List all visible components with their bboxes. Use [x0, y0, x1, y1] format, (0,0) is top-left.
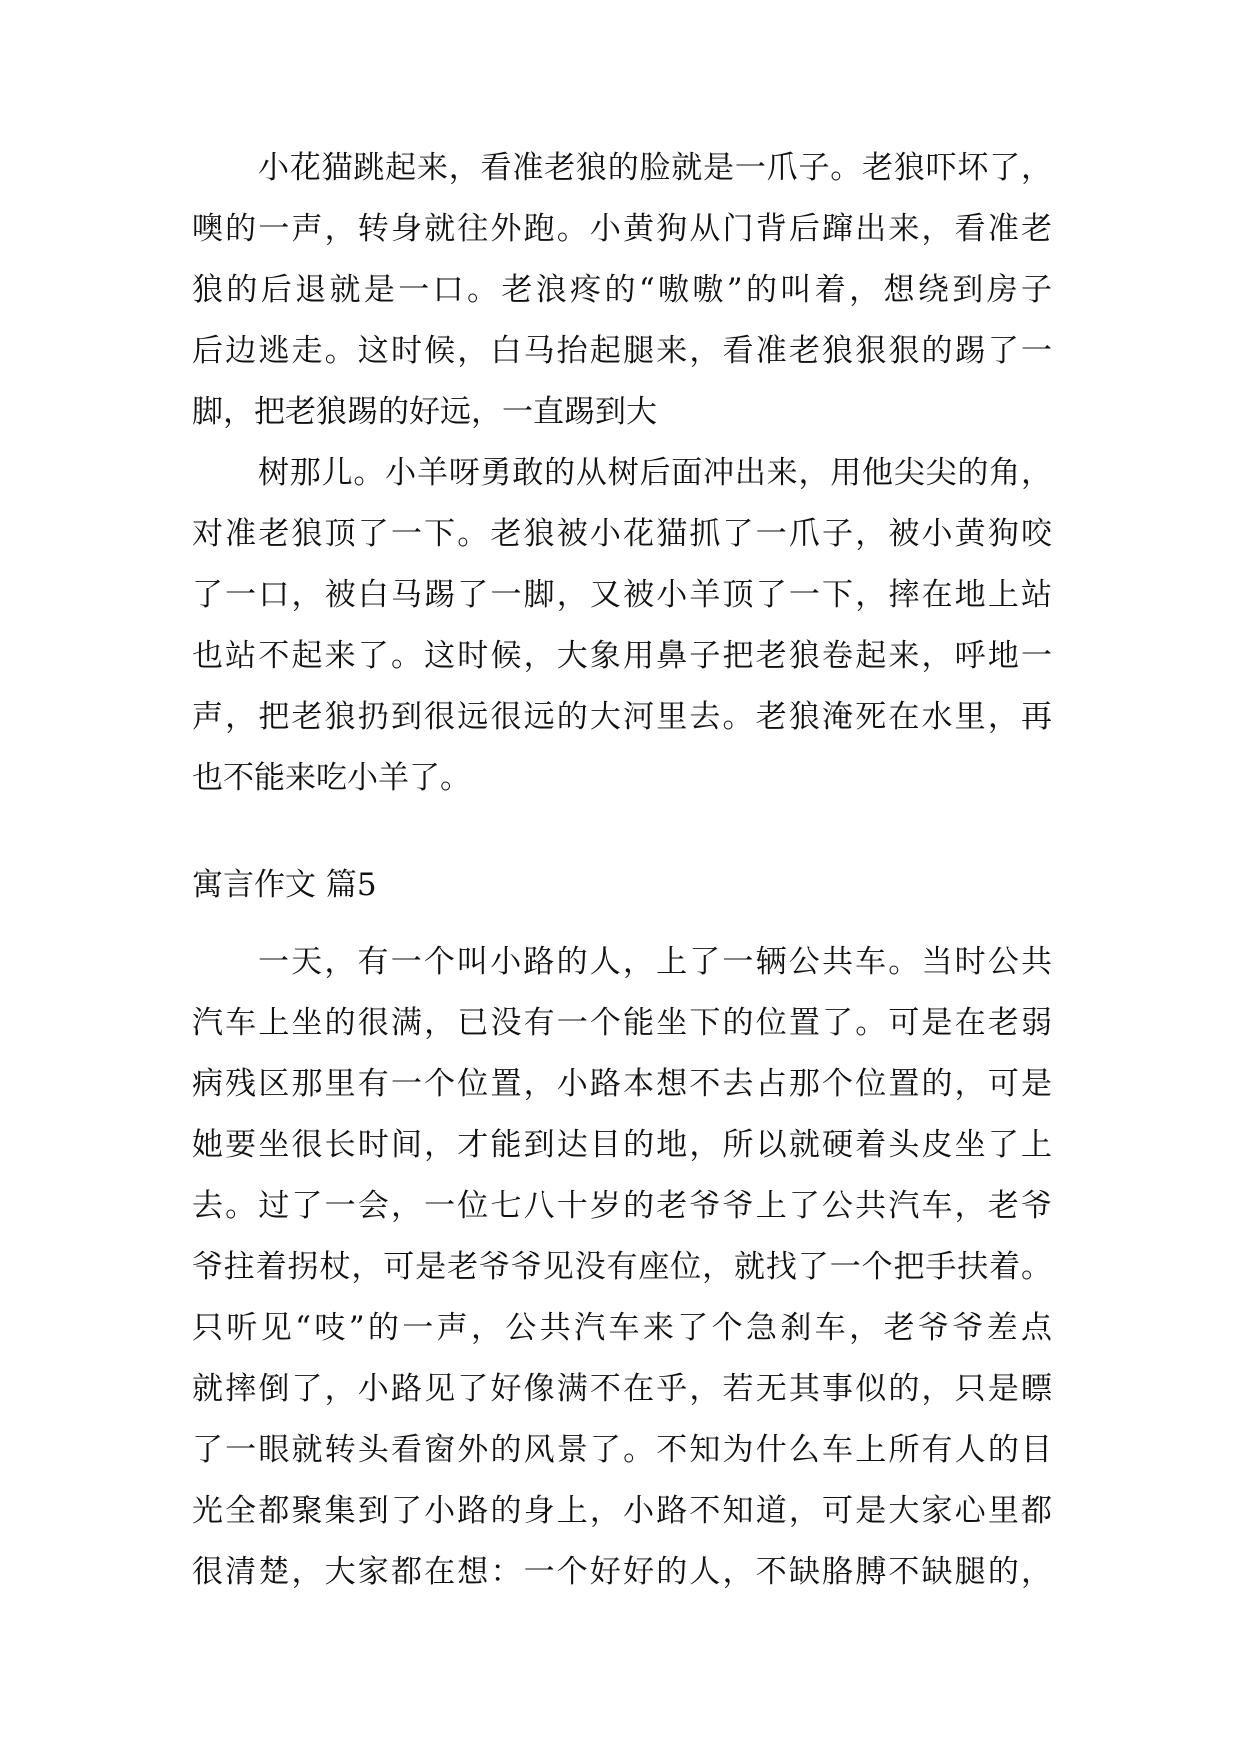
text-line: 也站不起来了。这时候，大象用鼻子把老狼卷起来，呼地一: [192, 638, 1052, 674]
paragraph-bus-story: [192, 932, 1052, 1603]
text-line: 狼的后退就是一口。老浪疼的“嗷嗷”的叫着，想绕到房子: [192, 272, 1052, 308]
text-line: 了一眼就转头看窗外的风景了。不知为什么车上所有人的目: [192, 1432, 1052, 1468]
paragraph-wolf-flees: [192, 138, 1052, 443]
text-line: 噢的一声，转身就往外跑。小黄狗从门背后蹿出来，看准老: [192, 211, 1052, 247]
text-line: 汽车上坐的很满，已没有一个能坐下的位置了。可是在老弱: [192, 1005, 1052, 1041]
text-line: 对准老狼顶了一下。老狼被小花猫抓了一爪子，被小黄狗咬: [192, 516, 1052, 552]
text-line: 后边逃走。这时候，白马抬起腿来，看准老狼狠狠的踢了一: [192, 333, 1052, 369]
text-line: 光全都聚集到了小路的身上，小路不知道，可是大家心里都: [192, 1493, 1052, 1529]
text-line: 了一口，被白马踢了一脚，又被小羊顶了一下，摔在地上站: [192, 577, 1052, 613]
text-line: 小花猫跳起来，看准老狼的脸就是一爪子。老狼吓坏了，: [258, 150, 1052, 186]
text-line: 爷拄着拐杖，可是老爷爷见没有座位，就找了一个把手扶着。: [192, 1249, 1052, 1285]
text-line: 很清楚，大家都在想：一个好好的人，不缺胳膊不缺腿的，: [192, 1554, 1052, 1590]
text-line: 她要坐很长时间，才能到达目的地，所以就硬着头皮坐了上: [192, 1127, 1052, 1163]
text-line: 树那儿。小羊呀勇敢的从树后面冲出来，用他尖尖的角，: [258, 455, 1052, 491]
text-line: 脚，把老狼踢的好远，一直踢到大: [192, 394, 657, 430]
text-line: 一天，有一个叫小路的人，上了一辆公共车。当时公共: [258, 944, 1052, 980]
section-heading: 寓言作文 篇5: [192, 867, 377, 903]
text-line: 只听见“吱”的一声，公共汽车来了个急刹车，老爷爷差点: [192, 1310, 1052, 1346]
text-line: 声，把老狼扔到很远很远的大河里去。老狼淹死在水里，再: [192, 699, 1052, 735]
paragraph-wolf-drowns: [192, 443, 1052, 809]
text-line: 也不能来吃小羊了。: [192, 760, 471, 796]
text-line: 病残区那里有一个位置，小路本想不去占那个位置的，可是: [192, 1066, 1052, 1102]
text-line: 就摔倒了，小路见了好像满不在乎，若无其事似的，只是瞟: [192, 1371, 1052, 1407]
text-line: 去。过了一会，一位七八十岁的老爷爷上了公共汽车，老爷: [192, 1188, 1052, 1224]
